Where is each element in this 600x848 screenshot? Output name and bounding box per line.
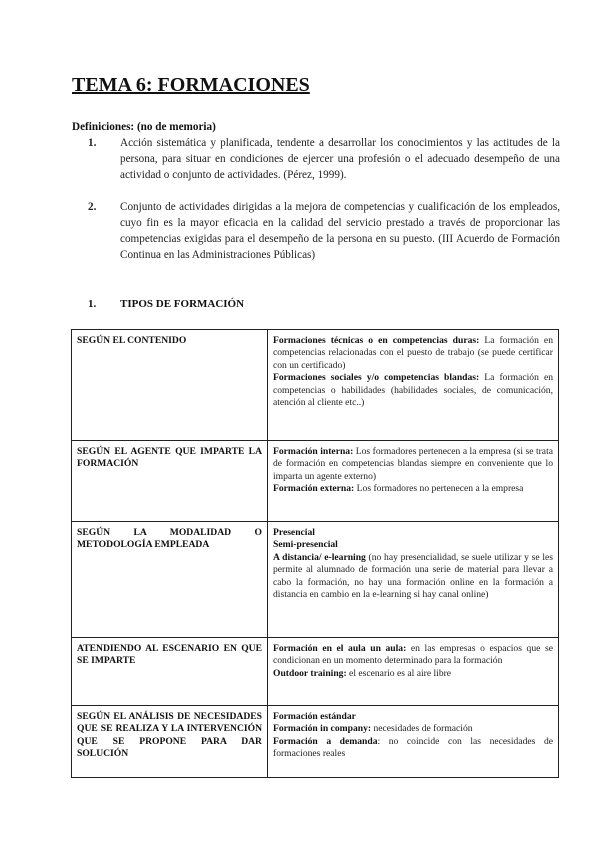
entry-text: Los formadores pertenecen a la empresa (si se trata de formación en competencias blandas siempre en conveniente que lo imparta un agente externo) (273, 446, 553, 482)
description-cell (268, 706, 559, 778)
entry (273, 446, 553, 483)
entry (273, 527, 553, 539)
entry-label: Formación en el aula un aula: (273, 643, 407, 654)
entry (273, 723, 553, 735)
table-row (72, 638, 559, 706)
section-heading (88, 298, 244, 310)
definition-text: Acción sistemática y planificada, tendente a desarrollar los conocimientos y las actitudes de la persona, para situar en condiciones de ejercer una profesión o el adecuado desempeño de una actividad o conjunto de actividades. (Pérez, 1999). (120, 137, 560, 181)
section-number: 1. (88, 298, 97, 310)
table-row (72, 522, 559, 638)
entry (273, 668, 553, 680)
entry-text: : no coincide con las necesidades de formaciones reales (273, 735, 553, 760)
entry-label: Formación a demanda (273, 735, 378, 747)
table-row (72, 330, 559, 441)
category-cell: SEGÚN EL ANÁLISIS DE NECESIDADES QUE SE REALIZA Y LA INTERVENCIÓN QUE SE PROPONE PARA DAR SOLUCIÓN (72, 706, 268, 778)
entry (273, 483, 553, 495)
description-cell (268, 441, 559, 522)
entry-text: (no hay presencialidad, se suele utilizar y se les permite al alumnado de formación una serie de material para llevar a cabo la formación, no hay una formación online en la formación a distancia en cambio en la e-learning si hay canal online) (273, 551, 553, 601)
entry-label: Formación in company: (273, 723, 372, 735)
entry-label: Formaciones sociales y/o competencias blandas: (273, 372, 480, 384)
entry (273, 736, 553, 761)
entry-label: Semi-presencial (273, 539, 338, 551)
entry-text: La formación en competencias relacionadas con el puesto de trabajo (se puede certificar con un certificado) (273, 335, 553, 371)
category-cell: SEGÚN LA MODALIDAD O METODOLOGÍA EMPLEADA (72, 522, 268, 638)
entry-text: Los formadores no pertenecen a la empresa (354, 483, 524, 495)
category-cell: SEGÚN EL AGENTE QUE IMPARTE LA FORMACIÓN (72, 441, 268, 522)
description-cell (268, 638, 559, 706)
entry (273, 643, 553, 668)
formation-types-table (71, 329, 559, 778)
definition-item (88, 135, 560, 183)
entry-label: Presencial (273, 527, 315, 538)
list-number: 1. (88, 137, 97, 149)
description-cell (268, 522, 559, 638)
table-row (72, 706, 559, 778)
entry (273, 711, 553, 723)
definition-text: Conjunto de actividades dirigidas a la mejora de competencias y cualificación de los empleados, cuyo fin es la mayor eficacia en la calidad del servicio prestado a través de proporcionar las competencias exigidas para el desempeño de la persona en su puesto. (III Acuerdo de Formación Continua en las Administraciones Públicas) (120, 201, 560, 261)
list-number: 2. (88, 201, 97, 213)
category-cell: SEGÚN EL CONTENIDO (72, 330, 268, 441)
description-cell (268, 330, 559, 441)
entry-text: necesidades de formación (371, 723, 473, 735)
definitions-section (72, 119, 560, 263)
entry-text: La formación en competencias o habilidades (habilidades sociales, de comunicación, atención al cliente etc..) (273, 372, 554, 409)
section-title: TIPOS DE FORMACIÓN (120, 298, 245, 310)
entry (273, 552, 553, 602)
entry-label: Outdoor training: (273, 667, 347, 679)
entry (273, 335, 553, 372)
definition-item (88, 199, 560, 263)
entry-label: Formaciones técnicas o en competencias duras: (273, 335, 480, 346)
entry-label: Formación interna: (273, 446, 354, 457)
category-cell: ATENDIENDO AL ESCENARIO EN QUE SE IMPARTE (72, 638, 268, 706)
definitions-heading: Definiciones: (no de memoria) (72, 121, 216, 133)
entry (273, 539, 553, 551)
table-row (72, 441, 559, 522)
entry-label: A distancia/ e-learning (273, 551, 366, 563)
entry (273, 372, 553, 409)
page-title: TEMA 6: FORMACIONES (72, 74, 310, 96)
entry-text: en las empresas o espacios que se condicionan en un momento determinado para la formación (273, 643, 553, 667)
entry-label: Formación externa: (273, 483, 355, 495)
entry-label: Formación estándar (273, 711, 356, 722)
entry-text: el escenario es al aire libre (346, 667, 452, 679)
